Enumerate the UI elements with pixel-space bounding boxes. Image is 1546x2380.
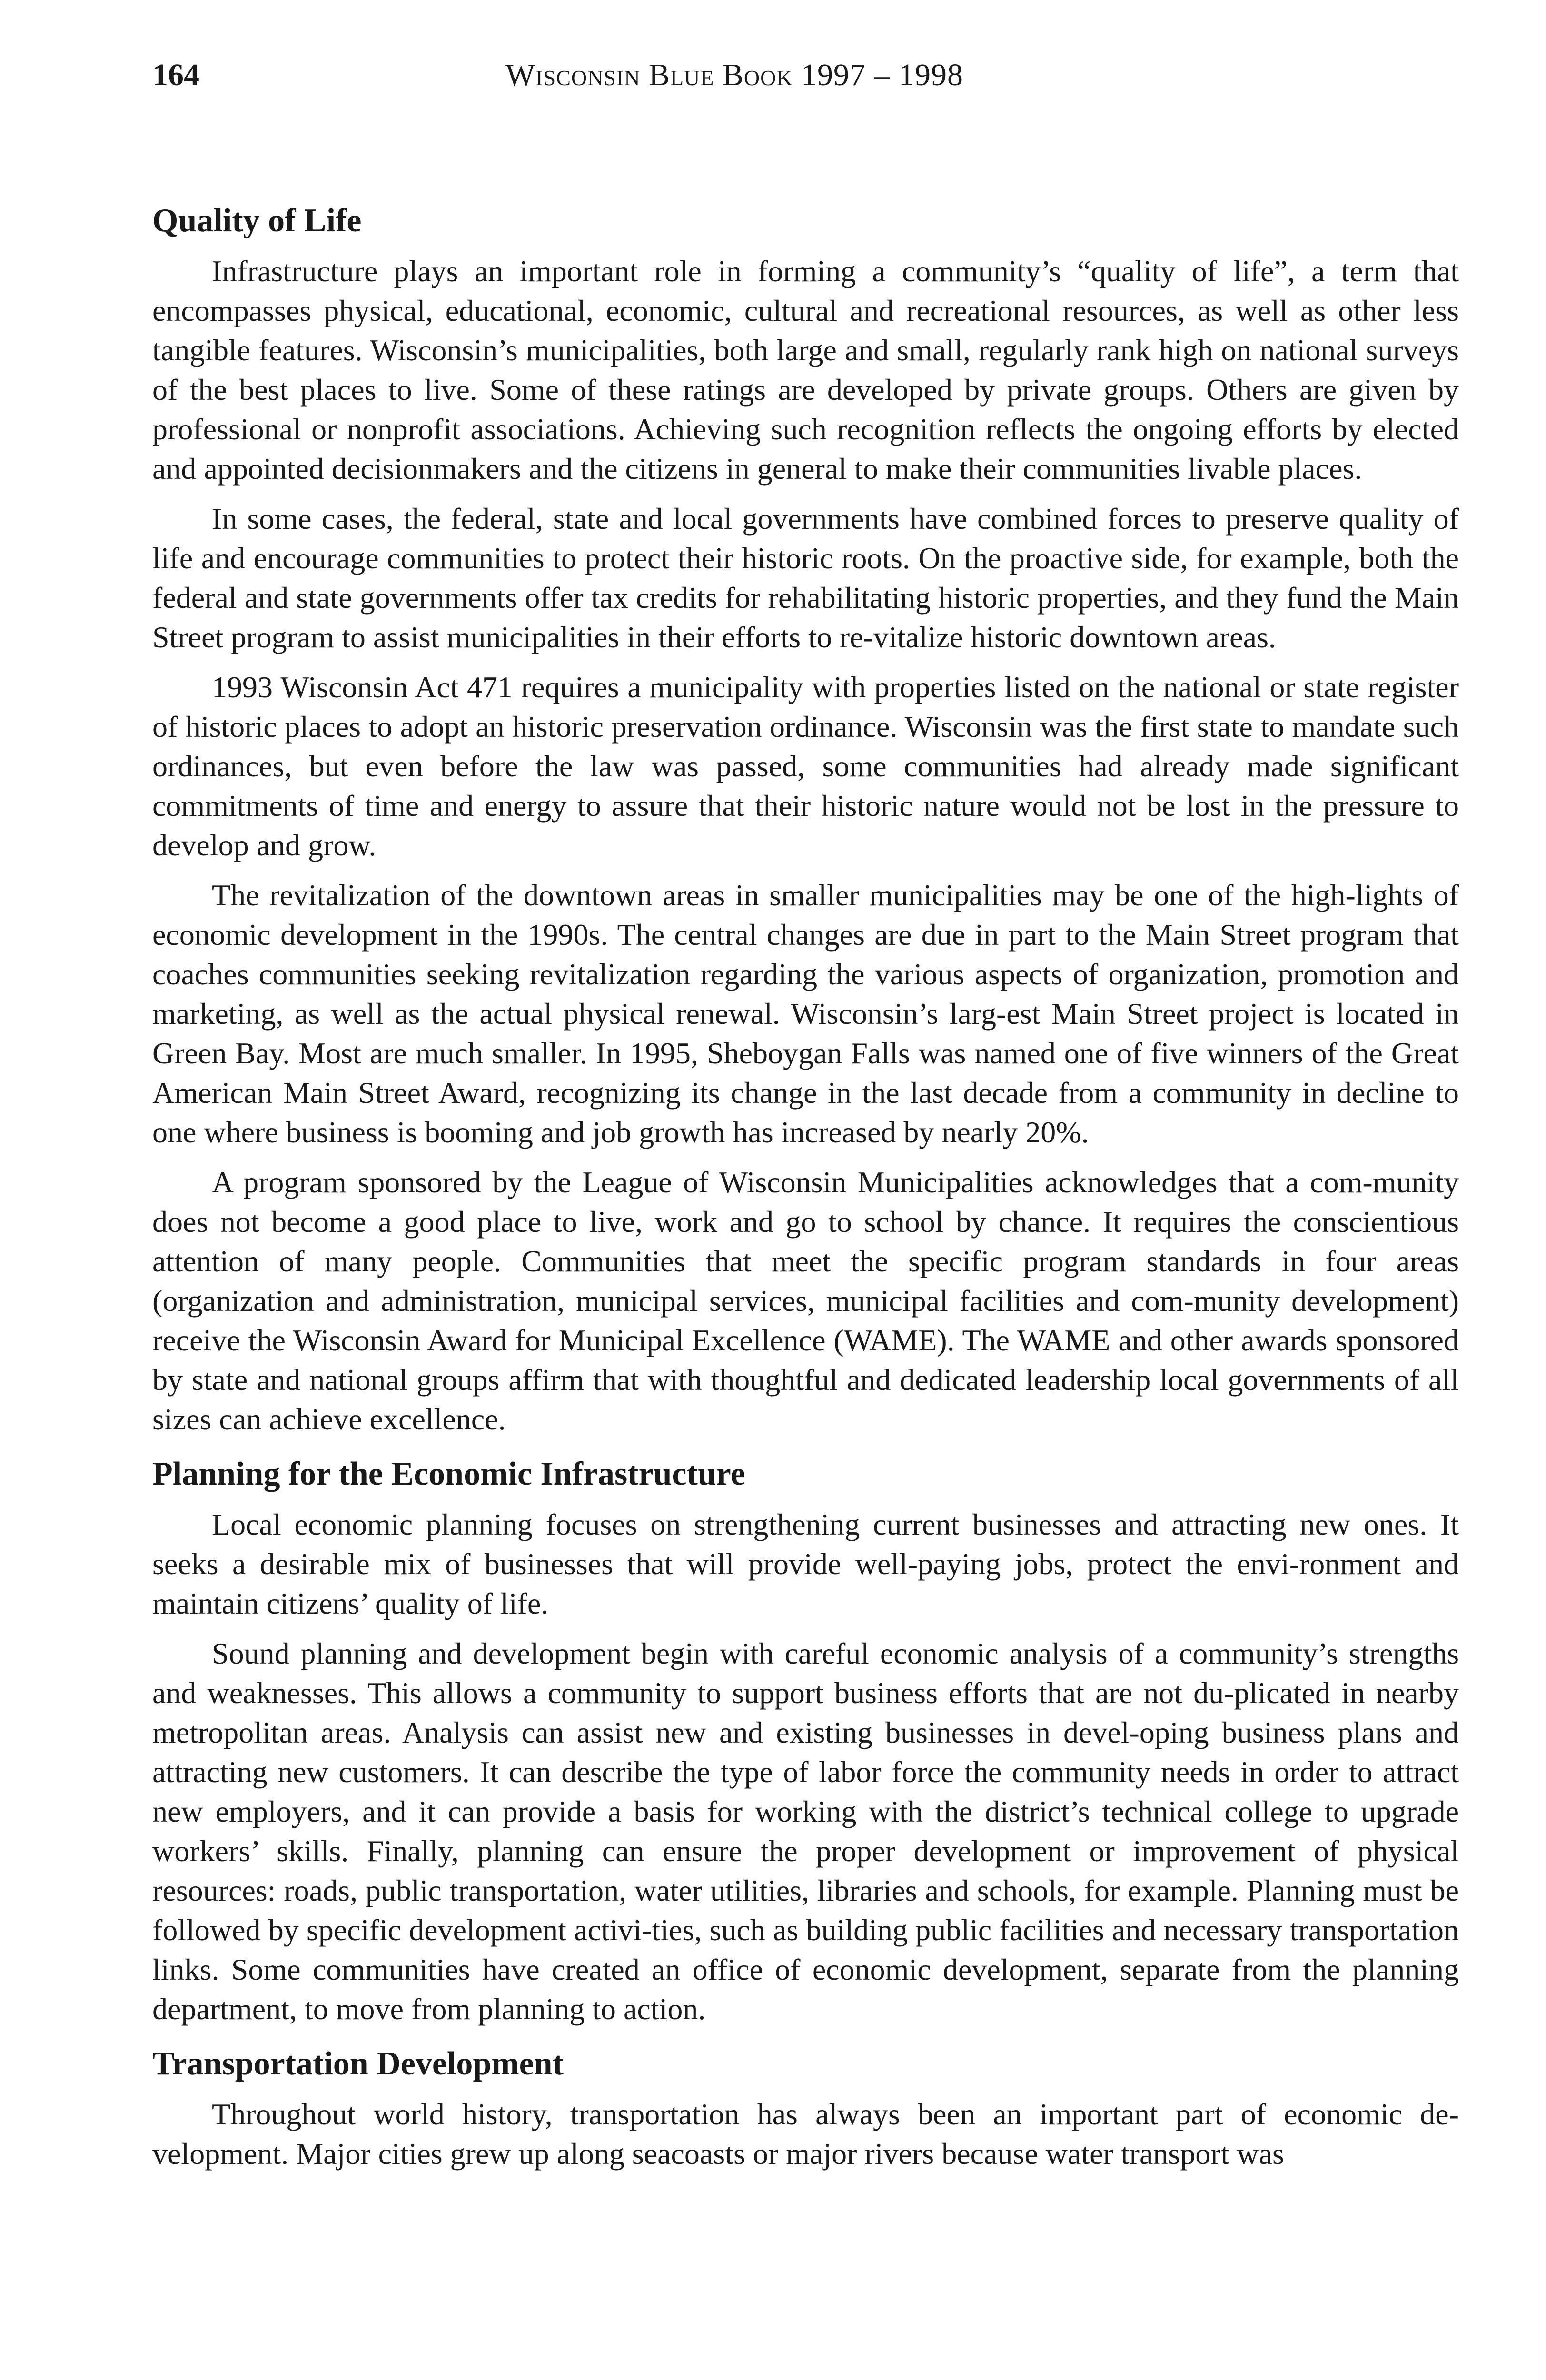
page-body bbox=[152, 200, 1459, 2184]
section-heading: Planning for the Economic Infrastructure bbox=[152, 1456, 745, 1492]
paragraph: Sound planning and development begin with careful economic analysis of a community’s strengths and weaknesses. This allows a community to support business efforts that are not du-plicated in nearby metropolitan areas. Analysis can assist new and existing businesses in devel-oping business plans and attracting new customers. It can describe the type of labor force the community needs in order to attract new employers, and it can provide a basis for working with the district’s technical college to upgrade workers’ skills. Finally, planning can ensure the proper development or improvement of physical resources: roads, public transportation, water utilities, libraries and schools, for example. Planning must be followed by specific development activi-ties, such as building public facilities and necessary transportation links. Some communities have created an office of economic development, separate from the planning department, to move from planning to action. bbox=[152, 1636, 1459, 2026]
paragraph: Throughout world history, transportation has always been an important part of economic de-velopment. Major cities grew up along seacoasts or major rivers because water transport was bbox=[152, 2097, 1459, 2171]
paragraph: 1993 Wisconsin Act 471 requires a municipality with properties listed on the national or state register of historic places to adopt an historic preservation ordinance. Wisconsin was the first state to mandate such ordinances, but even before the law was passed, some communities had already made significant commitments of time and energy to assure that their historic nature would not be lost in the pressure to develop and grow. bbox=[152, 670, 1459, 862]
paragraph: In some cases, the federal, state and local governments have combined forces to preserve quality of life and encourage communities to protect their historic roots. On the proactive side, for example, both the federal and state governments offer tax credits for rehabilitating historic properties, and they fund the Main Street program to assist municipalities in their efforts to re-vitalize historic downtown areas. bbox=[152, 502, 1459, 654]
book-title: Wisconsin Blue Book 1997 – 1998 bbox=[505, 58, 964, 92]
section-heading: Transportation Development bbox=[152, 2045, 564, 2082]
running-head bbox=[152, 56, 1459, 94]
paragraph: The revitalization of the downtown areas in smaller municipalities may be one of the high-lights of economic development in the 1990s. The central changes are due in part to the Main Street program that coaches communities seeking revitalization regarding the various aspects of organization, promotion and marketing, as well as the actual physical renewal. Wisconsin’s larg-est Main Street project is located in Green Bay. Most are much smaller. In 1995, Sheboygan Falls was named one of five winners of the Great American Main Street Award, recognizing its change in the last decade from a community in decline to one where business is booming and job growth has increased by nearly 20%. bbox=[152, 878, 1459, 1149]
section-quality-of-life bbox=[152, 200, 1459, 1439]
paragraph: Local economic planning focuses on strengthening current businesses and attracting new ones. It seeks a desirable mix of businesses that will provide well-paying jobs, protect the envi-ronment and maintain citizens’ quality of life. bbox=[152, 1507, 1459, 1620]
paragraph: A program sponsored by the League of Wisconsin Municipalities acknowledges that a com-munity does not become a good place to live, work and go to school by chance. It requires the conscientious attention of many people. Communities that meet the specific program standards in four areas (organization and administration, municipal services, municipal facilities and com-munity development) receive the Wisconsin Award for Municipal Excellence (WAME). The WAME and other awards sponsored by state and national groups affirm that with thoughtful and dedicated leadership local governments of all sizes can achieve excellence. bbox=[152, 1165, 1459, 1436]
paragraph: Infrastructure plays an important role in forming a community’s “quality of life”, a term that encompasses physical, educational, economic, cultural and recreational resources, as well as other less tangible features. Wisconsin’s municipalities, both large and small, regularly rank high on national surveys of the best places to live. Some of these ratings are developed by private groups. Others are given by professional or nonprofit associations. Achieving such recognition reflects the ongoing efforts by elected and appointed decisionmakers and the citizens in general to make their communities livable places. bbox=[152, 254, 1459, 486]
page-number: 164 bbox=[152, 58, 199, 92]
section-economic-infrastructure bbox=[152, 1453, 1459, 2029]
section-heading: Quality of Life bbox=[152, 202, 362, 239]
section-transportation-development bbox=[152, 2043, 1459, 2173]
